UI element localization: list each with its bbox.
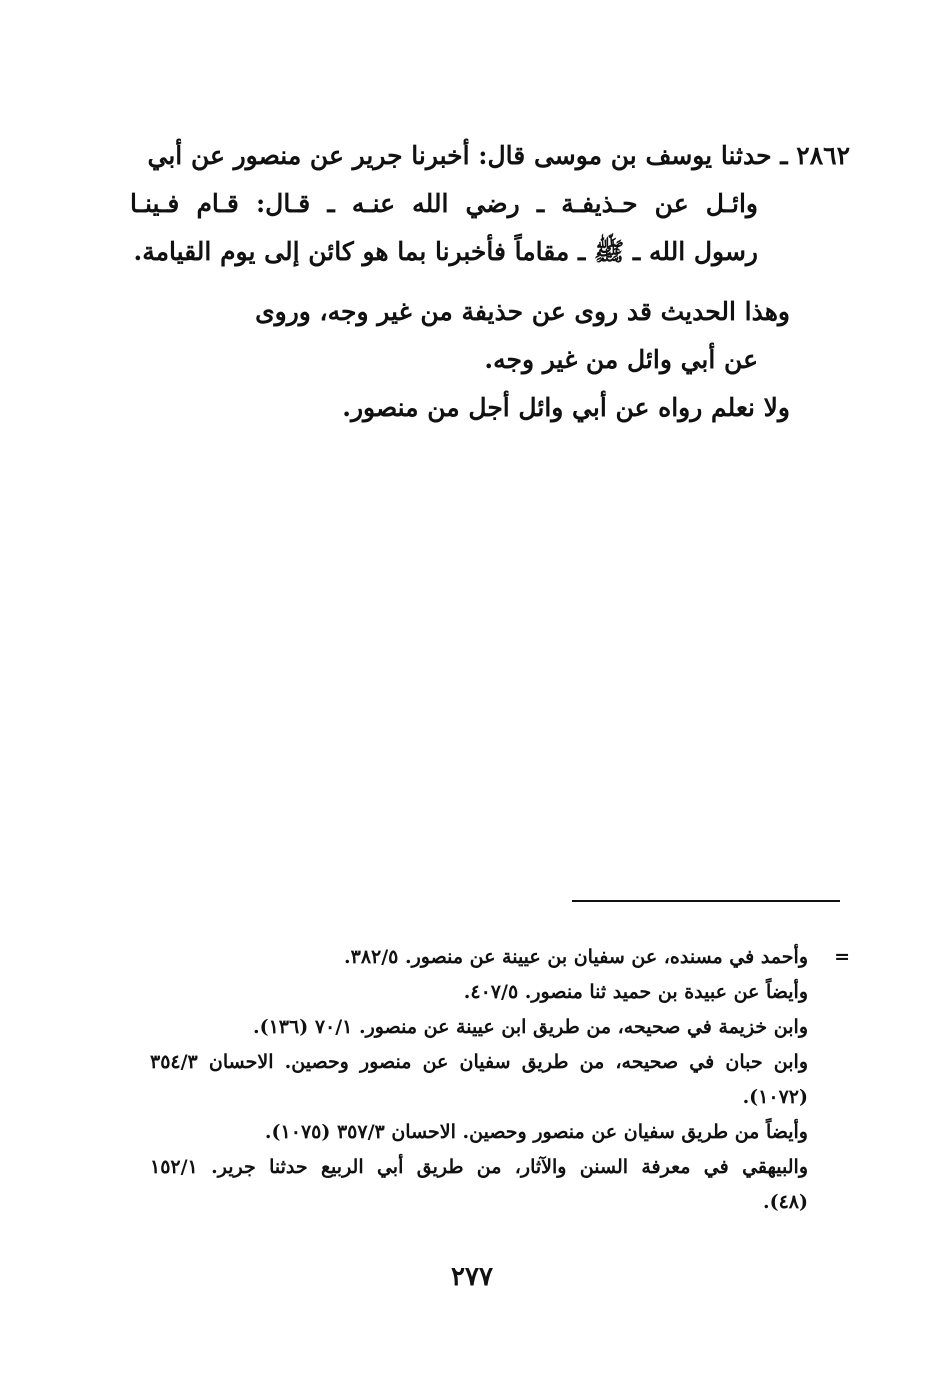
- footnote-line: وأيضاً عن عبيدة بن حميد ثنا منصور. ٤٠٧/٥.: [463, 981, 808, 1003]
- footnote-line: وابن حبان في صحيحه، من طريق سفيان عن منصور وحصين. الاحسان ٣٥٤/٣: [150, 1051, 808, 1073]
- commentary-line: ولا نعلم رواه عن أبي وائل أجل من منصور.: [342, 393, 790, 422]
- page-number: ٢٧٧: [451, 1262, 493, 1292]
- footnote-line: (١٠٧٢).: [742, 1086, 808, 1108]
- footnote-line: وأيضاً من طريق سفيان عن منصور وحصين. الاحسان ٣٥٧/٣ (١٠٧٥).: [264, 1121, 808, 1143]
- footnote-line: وابن خزيمة في صحيحه، من طريق ابن عيينة عن منصور. ٧٠/١ (١٣٦).: [252, 1016, 808, 1038]
- footnote-body: [150, 940, 850, 1220]
- hadith-line: رسول الله ـ ﷺ ـ مقاماً فأخبرنا بما هو كائن إلى يوم القيامة.: [133, 237, 758, 266]
- main-text: [130, 132, 850, 432]
- hadith-line: ٢٨٦٢ ـ حدثنا يوسف بن موسى قال: أخبرنا جرير عن منصور عن أبي: [147, 141, 850, 170]
- footnote-continuation-marker: =: [834, 946, 850, 968]
- hadith-line: وائـل عن حـذيفـة ـ رضي الله عنـه ـ قـال: قـام فـينـا: [130, 189, 758, 218]
- footnote-separator: [572, 900, 840, 902]
- footnote-line: والبيهقي في معرفة السنن والآثار، من طريق أبي الربيع حدثنا جرير. ١٥٢/١: [150, 1156, 808, 1178]
- commentary: [130, 288, 850, 432]
- commentary-line: وهذا الحديث قد روى عن حذيفة من غير وجه، وروى: [255, 297, 790, 326]
- footnote-line: وأحمد في مسنده، عن سفيان بن عيينة عن منصور. ٣٨٢/٥.: [344, 946, 808, 968]
- hadith-2862: [130, 132, 850, 276]
- footnotes: [150, 940, 850, 1220]
- footnote-line: (٤٨).: [762, 1191, 808, 1213]
- commentary-line: عن أبي وائل من غير وجه.: [484, 345, 758, 374]
